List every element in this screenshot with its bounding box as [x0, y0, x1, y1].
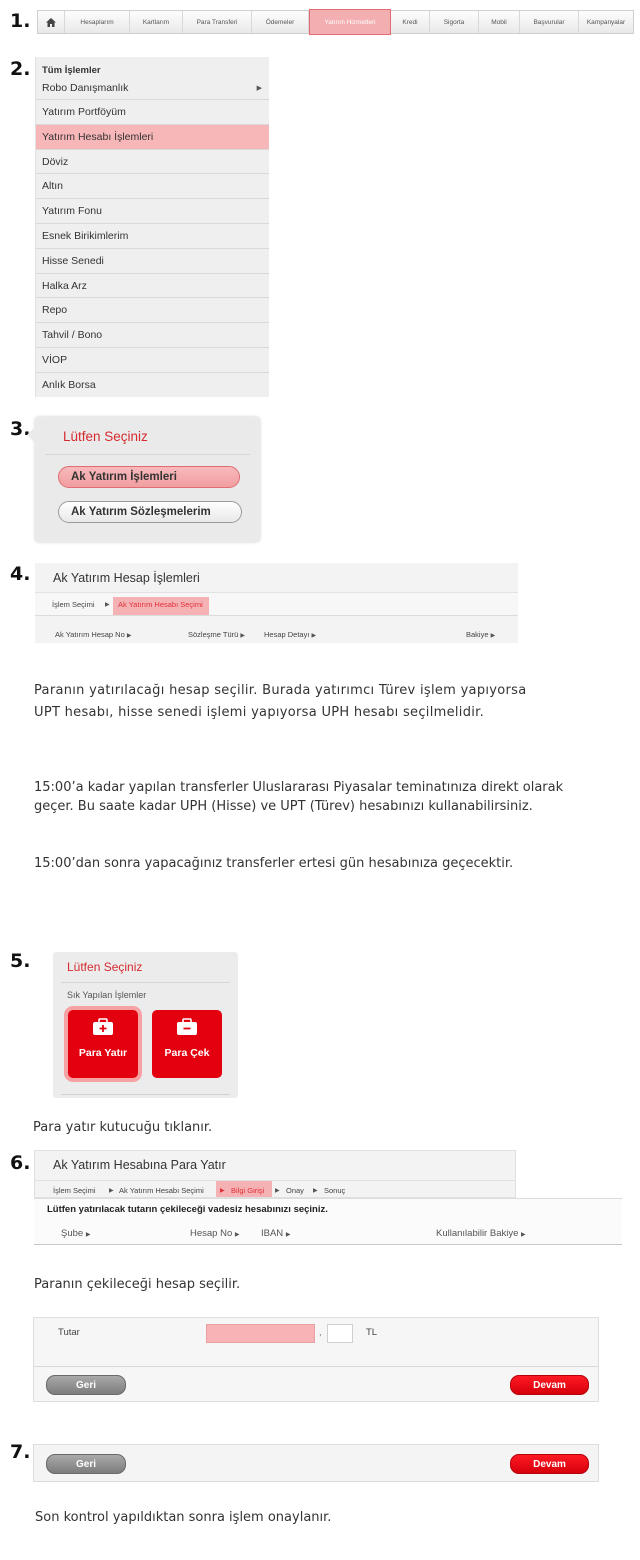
side-menu-item-viop[interactable]: VİOP — [36, 347, 269, 372]
top-navigation — [37, 10, 634, 34]
instruction-heading: Lütfen yatırılacak tutarın çekileceği vadesiz hesabınızı seçiniz. — [47, 1204, 328, 1215]
side-menu-item-portfoy[interactable]: Yatırım Portföyüm — [36, 99, 269, 124]
column-header-sube[interactable]: Şube ▶ — [61, 1228, 91, 1239]
breadcrumb-item[interactable]: İşlem Seçimi — [53, 1186, 96, 1195]
popup-pointer — [27, 427, 35, 443]
side-menu-heading: Tüm İşlemler — [42, 65, 101, 76]
side-menu — [35, 57, 269, 397]
confirmation-bar — [33, 1444, 599, 1482]
side-menu-item-doviz[interactable]: Döviz — [36, 149, 269, 174]
chevron-right-icon: ▶ — [275, 1188, 280, 1194]
back-button[interactable]: Geri — [46, 1454, 126, 1474]
currency-label: TL — [366, 1327, 378, 1338]
nav-mobil[interactable]: Mobil — [479, 11, 520, 33]
amount-label: Tutar — [58, 1327, 80, 1338]
nav-odemeler[interactable]: Ödemeler — [252, 11, 309, 33]
decimal-separator: , — [319, 1327, 322, 1337]
chevron-right-icon: ▶ — [220, 1188, 225, 1194]
divider — [61, 1094, 230, 1095]
chevron-right-icon: ▶ — [109, 1188, 114, 1194]
popup-title: Lütfen Seçiniz — [67, 960, 143, 974]
step-number-4: 4. — [10, 563, 31, 585]
breadcrumb-item[interactable]: Onay — [286, 1186, 304, 1195]
briefcase-plus-icon — [92, 1018, 114, 1036]
breadcrumb-item-active[interactable]: Bilgi Girişi — [231, 1186, 265, 1195]
continue-button[interactable]: Devam — [510, 1454, 589, 1474]
divider — [61, 982, 230, 983]
selection-popup — [35, 417, 260, 542]
side-menu-item-repo[interactable]: Repo — [36, 297, 269, 322]
step-number-7: 7. — [10, 1441, 31, 1463]
breadcrumb-item[interactable]: Sonuç — [324, 1186, 346, 1195]
account-operations-panel — [35, 563, 518, 643]
amount-form — [33, 1317, 599, 1402]
quick-operations-popup — [53, 952, 238, 1098]
instruction-text-2: 15:00’a kadar yapılan transferler Uluslararası Piyasalar teminatınıza direkt olarak geçer. Bu saate kadar UPH (Hisse) ve UPT (Türev) hesabınızı kullanabilirsiniz. — [34, 780, 564, 814]
side-menu-item-altin[interactable]: Altın — [36, 173, 269, 198]
para-cek-tile[interactable] — [152, 1010, 222, 1078]
column-header-hesap-no[interactable]: Ak Yatırım Hesap No ▶ — [55, 630, 132, 639]
column-header-hesap-detayi[interactable]: Hesap Detayı ▶ — [264, 630, 317, 639]
instruction-text-5: Paranın çekileceği hesap seçilir. — [34, 1277, 241, 1292]
ak-yatirim-islemleri-button[interactable]: Ak Yatırım İşlemleri — [58, 466, 240, 488]
account-selection-bar — [34, 1198, 622, 1245]
nav-hesaplarim[interactable]: Hesaplarım — [65, 11, 130, 33]
side-menu-item-label: Robo Danışmanlık — [42, 82, 129, 94]
step-number-6: 6. — [10, 1152, 31, 1174]
nav-sigorta[interactable]: Sigorta — [430, 11, 479, 33]
page-title: Ak Yatırım Hesabına Para Yatır — [53, 1158, 226, 1172]
breadcrumb-item-active[interactable]: Ak Yatırım Hesabı Seçimi — [113, 597, 209, 615]
breadcrumb-item[interactable]: Ak Yatırım Hesabı Seçimi — [119, 1186, 204, 1195]
instruction-text-6: Son kontrol yapıldıktan sonra işlem onaylanır. — [35, 1510, 332, 1525]
column-header-bakiye[interactable]: Bakiye ▶ — [466, 630, 496, 639]
para-yatir-tile[interactable] — [68, 1010, 138, 1078]
breadcrumb-item[interactable]: İşlem Seçimi — [52, 600, 95, 609]
nav-yatirim-hizmetleri[interactable]: Yatırım Hizmetleri — [309, 9, 391, 35]
side-menu-item-halka-arz[interactable]: Halka Arz — [36, 273, 269, 298]
step-number-2: 2. — [10, 58, 31, 80]
deposit-panel — [34, 1150, 516, 1198]
frequent-operations-label: Sık Yapılan İşlemler — [67, 990, 147, 1000]
chevron-right-icon: ▶ — [105, 602, 110, 608]
page-title: Ak Yatırım Hesap İşlemleri — [53, 571, 200, 585]
tile-label: Para Çek — [164, 1047, 210, 1059]
divider — [34, 1366, 598, 1367]
breadcrumb — [35, 592, 518, 616]
nav-basvurular[interactable]: Başvurular — [520, 11, 579, 33]
briefcase-minus-icon — [176, 1018, 198, 1036]
nav-kartlarim[interactable]: Kartlarım — [130, 11, 183, 33]
side-menu-item-tahvil[interactable]: Tahvil / Bono — [36, 322, 269, 347]
column-header-kullanilabilir-bakiye[interactable]: Kullanılabilir Bakiye ▶ — [436, 1228, 526, 1239]
nav-kredi[interactable]: Kredi — [391, 11, 430, 33]
nav-para-transferi[interactable]: Para Transferi — [183, 11, 252, 33]
instruction-text-4: Para yatır kutucuğu tıklanır. — [33, 1120, 213, 1135]
chevron-right-icon: ▶ — [256, 85, 262, 92]
step-number-3: 3. — [10, 418, 31, 440]
continue-button[interactable]: Devam — [510, 1375, 589, 1395]
tile-label: Para Yatır — [78, 1047, 128, 1059]
home-button[interactable] — [38, 11, 65, 33]
step-number-1: 1. — [10, 10, 31, 32]
nav-kampanyalar[interactable]: Kampanyalar — [586, 18, 626, 26]
divider — [45, 454, 250, 455]
column-header-iban[interactable]: IBAN ▶ — [261, 1228, 291, 1239]
side-menu-item-anlik-borsa[interactable]: Anlık Borsa — [36, 372, 269, 397]
column-header-sozlesme-turu[interactable]: Sözleşme Türü ▶ — [188, 630, 246, 639]
side-menu-item-robo[interactable] — [36, 78, 269, 99]
popup-title: Lütfen Seçiniz — [63, 429, 148, 444]
decimal-input[interactable] — [327, 1324, 353, 1343]
ak-yatirim-sozlesmelerim-button[interactable]: Ak Yatırım Sözleşmelerim — [58, 501, 242, 523]
home-icon — [46, 18, 56, 27]
instruction-text-3: 15:00’dan sonra yapacağınız transferler ertesi gün hesabınıza geçecektir. — [34, 856, 514, 871]
instruction-text-1: Paranın yatırılacağı hesap seçilir. Burada yatırımcı Türev işlem yapıyorsa UPT hesabı, hisse senedi işlemi yapıyorsa UPH hesabı seçilmelidir. — [34, 683, 527, 720]
amount-input[interactable] — [206, 1324, 315, 1343]
chevron-right-icon: ▶ — [313, 1188, 318, 1194]
breadcrumb — [35, 1180, 515, 1199]
column-header-hesap-no[interactable]: Hesap No ▶ — [190, 1228, 240, 1239]
side-menu-item-hisse[interactable]: Hisse Senedi — [36, 248, 269, 273]
step-number-5: 5. — [10, 950, 31, 972]
side-menu-item-yatirim-fonu[interactable]: Yatırım Fonu — [36, 198, 269, 223]
side-menu-item-esnek[interactable]: Esnek Birikimlerim — [36, 223, 269, 248]
side-menu-item-yatirim-hesabi[interactable]: Yatırım Hesabı İşlemleri — [36, 124, 269, 149]
back-button[interactable]: Geri — [46, 1375, 126, 1395]
